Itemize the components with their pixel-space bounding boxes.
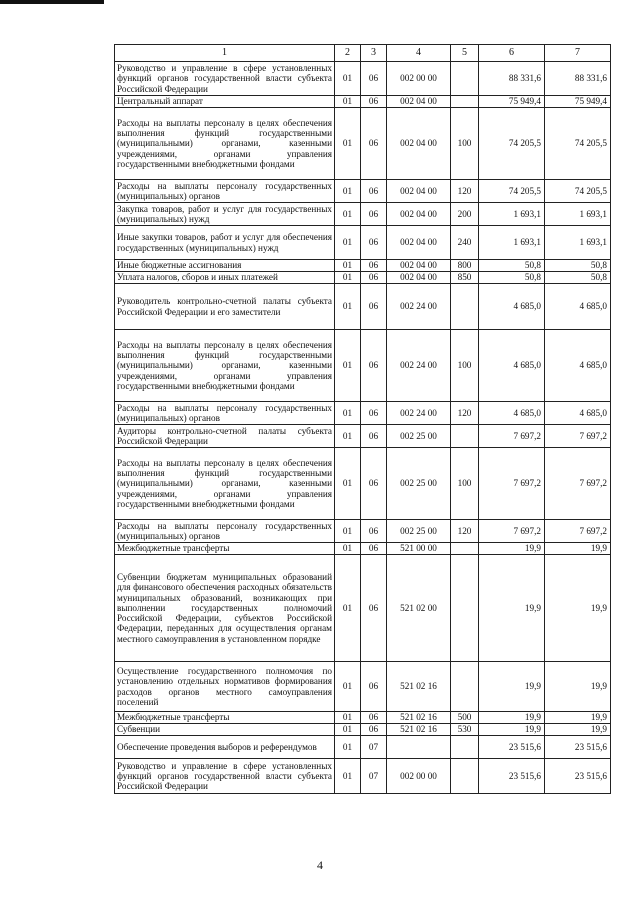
row-col-4-cell: 002 04 00 (387, 96, 451, 108)
table-row (115, 272, 611, 284)
row-col-3-cell: 06 (361, 272, 387, 284)
row-name-cell: Расходы на выплаты персоналу государственных (муниципальных) органов (115, 402, 335, 425)
table-row (115, 662, 611, 712)
row-col-7-cell: 19,9 (545, 543, 611, 555)
row-col-3-cell: 06 (361, 108, 387, 180)
row-col-2-cell: 01 (335, 96, 361, 108)
table-body (115, 62, 611, 794)
header-col-3: 3 (361, 45, 387, 62)
row-col-4-cell: 002 00 00 (387, 62, 451, 96)
row-col-6-cell: 75 949,4 (479, 96, 545, 108)
top-left-scan-bar (0, 0, 104, 4)
row-col-3-cell: 06 (361, 203, 387, 226)
row-col-5-cell (451, 543, 479, 555)
row-name-cell: Руководство и управление в сфере установленных функций органов государственной власти субъекта Российской Федерации (115, 62, 335, 96)
row-name-cell: Центральный аппарат (115, 96, 335, 108)
row-col-7-cell: 4 685,0 (545, 402, 611, 425)
row-col-7-cell: 88 331,6 (545, 62, 611, 96)
row-col-5-cell (451, 736, 479, 759)
row-col-2-cell: 01 (335, 520, 361, 543)
row-col-2-cell: 01 (335, 62, 361, 96)
row-name-cell: Уплата налогов, сборов и иных платежей (115, 272, 335, 284)
row-col-5-cell: 850 (451, 272, 479, 284)
row-col-4-cell: 002 24 00 (387, 330, 451, 402)
row-col-6-cell: 4 685,0 (479, 402, 545, 425)
row-col-7-cell: 19,9 (545, 712, 611, 724)
row-name-cell: Расходы на выплаты персоналу в целях обеспечения выполнения функций государственными (муниципальными) органами, казенными учреждениями, органами управления государственными внебюджетными фондами (115, 330, 335, 402)
row-col-3-cell: 06 (361, 555, 387, 662)
row-name-cell: Расходы на выплаты персоналу государственных (муниципальных) органов (115, 180, 335, 203)
row-col-5-cell (451, 96, 479, 108)
row-col-2-cell: 01 (335, 108, 361, 180)
row-col-3-cell: 06 (361, 448, 387, 520)
row-name-cell: Иные закупки товаров, работ и услуг для обеспечения государственных (муниципальных) нужд (115, 226, 335, 260)
row-col-4-cell: 002 25 00 (387, 425, 451, 448)
row-col-2-cell: 01 (335, 402, 361, 425)
row-col-6-cell: 19,9 (479, 543, 545, 555)
row-col-3-cell: 06 (361, 520, 387, 543)
row-col-2-cell: 01 (335, 272, 361, 284)
row-col-2-cell: 01 (335, 555, 361, 662)
row-col-5-cell: 120 (451, 180, 479, 203)
row-col-7-cell: 7 697,2 (545, 448, 611, 520)
row-col-7-cell: 7 697,2 (545, 425, 611, 448)
row-col-4-cell: 521 02 00 (387, 555, 451, 662)
row-col-5-cell (451, 284, 479, 330)
header-col-5: 5 (451, 45, 479, 62)
row-col-2-cell: 01 (335, 226, 361, 260)
row-col-4-cell: 002 24 00 (387, 402, 451, 425)
row-col-7-cell: 19,9 (545, 555, 611, 662)
row-col-7-cell: 1 693,1 (545, 226, 611, 260)
header-col-7: 7 (545, 45, 611, 62)
row-col-7-cell: 50,8 (545, 260, 611, 272)
row-col-2-cell: 01 (335, 736, 361, 759)
table-row (115, 712, 611, 724)
row-name-cell: Межбюджетные трансферты (115, 712, 335, 724)
row-col-4-cell (387, 736, 451, 759)
row-col-7-cell: 50,8 (545, 272, 611, 284)
table-header-row (115, 45, 611, 62)
row-col-5-cell: 200 (451, 203, 479, 226)
row-name-cell: Расходы на выплаты персоналу в целях обеспечения выполнения функций государственными (муниципальными) органами, казенными учреждениями, органами управления государственными внебюджетными фондами (115, 108, 335, 180)
row-col-5-cell: 530 (451, 724, 479, 736)
row-col-6-cell: 50,8 (479, 272, 545, 284)
row-col-7-cell: 23 515,6 (545, 759, 611, 794)
row-col-3-cell: 06 (361, 226, 387, 260)
table-row (115, 543, 611, 555)
row-col-4-cell: 521 02 16 (387, 724, 451, 736)
row-col-7-cell: 4 685,0 (545, 330, 611, 402)
row-col-2-cell: 01 (335, 712, 361, 724)
row-col-3-cell: 06 (361, 425, 387, 448)
table-row (115, 425, 611, 448)
row-col-2-cell: 01 (335, 284, 361, 330)
row-col-5-cell (451, 662, 479, 712)
row-col-7-cell: 1 693,1 (545, 203, 611, 226)
row-col-4-cell: 002 04 00 (387, 108, 451, 180)
row-col-3-cell: 06 (361, 260, 387, 272)
table-row (115, 555, 611, 662)
row-col-3-cell: 06 (361, 402, 387, 425)
row-col-5-cell (451, 62, 479, 96)
table-row (115, 226, 611, 260)
row-col-4-cell: 002 04 00 (387, 272, 451, 284)
row-col-6-cell: 88 331,6 (479, 62, 545, 96)
row-col-3-cell: 07 (361, 736, 387, 759)
row-col-5-cell (451, 555, 479, 662)
header-col-6: 6 (479, 45, 545, 62)
row-col-6-cell: 19,9 (479, 662, 545, 712)
row-col-4-cell: 002 04 00 (387, 203, 451, 226)
table-row (115, 284, 611, 330)
page-number: 4 (317, 858, 323, 872)
table-row (115, 736, 611, 759)
row-col-7-cell: 7 697,2 (545, 520, 611, 543)
table-row (115, 330, 611, 402)
row-col-3-cell: 06 (361, 543, 387, 555)
row-name-cell: Руководство и управление в сфере установленных функций органов государственной власти субъекта Российской Федерации (115, 759, 335, 794)
row-col-6-cell: 1 693,1 (479, 203, 545, 226)
row-col-2-cell: 01 (335, 425, 361, 448)
row-col-4-cell: 002 04 00 (387, 180, 451, 203)
row-name-cell: Расходы на выплаты персоналу в целях обеспечения выполнения функций государственными (муниципальными) органами, казенными учреждениями, органами управления государственными внебюджетными фондами (115, 448, 335, 520)
row-col-4-cell: 002 04 00 (387, 226, 451, 260)
row-col-2-cell: 01 (335, 662, 361, 712)
row-col-7-cell: 75 949,4 (545, 96, 611, 108)
header-col-1: 1 (115, 45, 335, 62)
row-col-4-cell: 521 00 00 (387, 543, 451, 555)
row-col-3-cell: 06 (361, 96, 387, 108)
row-col-4-cell: 521 02 16 (387, 662, 451, 712)
row-col-6-cell: 7 697,2 (479, 425, 545, 448)
row-col-6-cell: 7 697,2 (479, 520, 545, 543)
row-col-4-cell: 002 04 00 (387, 260, 451, 272)
table-row (115, 108, 611, 180)
row-col-5-cell: 100 (451, 330, 479, 402)
row-col-4-cell: 002 25 00 (387, 520, 451, 543)
row-name-cell: Закупка товаров, работ и услуг для государственных (муниципальных) нужд (115, 203, 335, 226)
row-col-7-cell: 19,9 (545, 724, 611, 736)
row-name-cell: Иные бюджетные ассигнования (115, 260, 335, 272)
row-col-6-cell: 19,9 (479, 555, 545, 662)
row-col-3-cell: 06 (361, 724, 387, 736)
row-name-cell: Руководитель контрольно-счетной палаты субъекта Российской Федерации и его заместители (115, 284, 335, 330)
table-row (115, 520, 611, 543)
row-col-5-cell: 800 (451, 260, 479, 272)
row-col-3-cell: 06 (361, 180, 387, 203)
row-col-7-cell: 4 685,0 (545, 284, 611, 330)
row-col-2-cell: 01 (335, 448, 361, 520)
row-col-6-cell: 7 697,2 (479, 448, 545, 520)
row-col-3-cell: 06 (361, 62, 387, 96)
row-col-3-cell: 06 (361, 662, 387, 712)
header-col-4: 4 (387, 45, 451, 62)
row-col-3-cell: 06 (361, 284, 387, 330)
row-col-6-cell: 4 685,0 (479, 284, 545, 330)
row-col-2-cell: 01 (335, 180, 361, 203)
table-row (115, 724, 611, 736)
row-col-5-cell: 100 (451, 108, 479, 180)
row-col-5-cell (451, 759, 479, 794)
row-col-4-cell: 002 24 00 (387, 284, 451, 330)
row-col-7-cell: 23 515,6 (545, 736, 611, 759)
row-col-7-cell: 19,9 (545, 662, 611, 712)
row-name-cell: Аудиторы контрольно-счетной палаты субъекта Российской Федерации (115, 425, 335, 448)
row-col-6-cell: 50,8 (479, 260, 545, 272)
table-row (115, 96, 611, 108)
row-name-cell: Расходы на выплаты персоналу государственных (муниципальных) органов (115, 520, 335, 543)
table-row (115, 402, 611, 425)
row-col-6-cell: 1 693,1 (479, 226, 545, 260)
table-row (115, 260, 611, 272)
row-col-6-cell: 4 685,0 (479, 330, 545, 402)
row-col-6-cell: 23 515,6 (479, 736, 545, 759)
row-col-6-cell: 19,9 (479, 724, 545, 736)
row-name-cell: Осуществление государственного полномочия по установлению отдельных нормативов формирования расходов органов местного самоуправления поселений (115, 662, 335, 712)
row-col-3-cell: 06 (361, 330, 387, 402)
table-row (115, 180, 611, 203)
row-col-3-cell: 06 (361, 712, 387, 724)
row-col-7-cell: 74 205,5 (545, 180, 611, 203)
row-col-2-cell: 01 (335, 724, 361, 736)
budget-table (114, 44, 611, 794)
row-col-6-cell: 19,9 (479, 712, 545, 724)
row-col-6-cell: 74 205,5 (479, 108, 545, 180)
row-col-5-cell: 100 (451, 448, 479, 520)
row-col-5-cell (451, 425, 479, 448)
table-row (115, 62, 611, 96)
table-row (115, 448, 611, 520)
row-name-cell: Субвенции бюджетам муниципальных образований для финансового обеспечения расходных обязательств муниципальных образований, возникающих при выполнении государственных полномочий Российской Федерации, субъектов Российской Федерации, переданных для осуществления органам местного самоуправления в установленном порядке (115, 555, 335, 662)
header-col-2: 2 (335, 45, 361, 62)
row-col-2-cell: 01 (335, 260, 361, 272)
table-row (115, 203, 611, 226)
row-name-cell: Межбюджетные трансферты (115, 543, 335, 555)
row-col-7-cell: 74 205,5 (545, 108, 611, 180)
row-name-cell: Обеспечение проведения выборов и референдумов (115, 736, 335, 759)
table-row (115, 759, 611, 794)
row-col-5-cell: 120 (451, 402, 479, 425)
row-col-6-cell: 23 515,6 (479, 759, 545, 794)
row-col-2-cell: 01 (335, 759, 361, 794)
row-name-cell: Субвенции (115, 724, 335, 736)
row-col-5-cell: 120 (451, 520, 479, 543)
row-col-6-cell: 74 205,5 (479, 180, 545, 203)
row-col-3-cell: 07 (361, 759, 387, 794)
row-col-4-cell: 002 25 00 (387, 448, 451, 520)
row-col-5-cell: 240 (451, 226, 479, 260)
row-col-2-cell: 01 (335, 203, 361, 226)
row-col-4-cell: 521 02 16 (387, 712, 451, 724)
row-col-4-cell: 002 00 00 (387, 759, 451, 794)
row-col-2-cell: 01 (335, 330, 361, 402)
row-col-2-cell: 01 (335, 543, 361, 555)
row-col-5-cell: 500 (451, 712, 479, 724)
